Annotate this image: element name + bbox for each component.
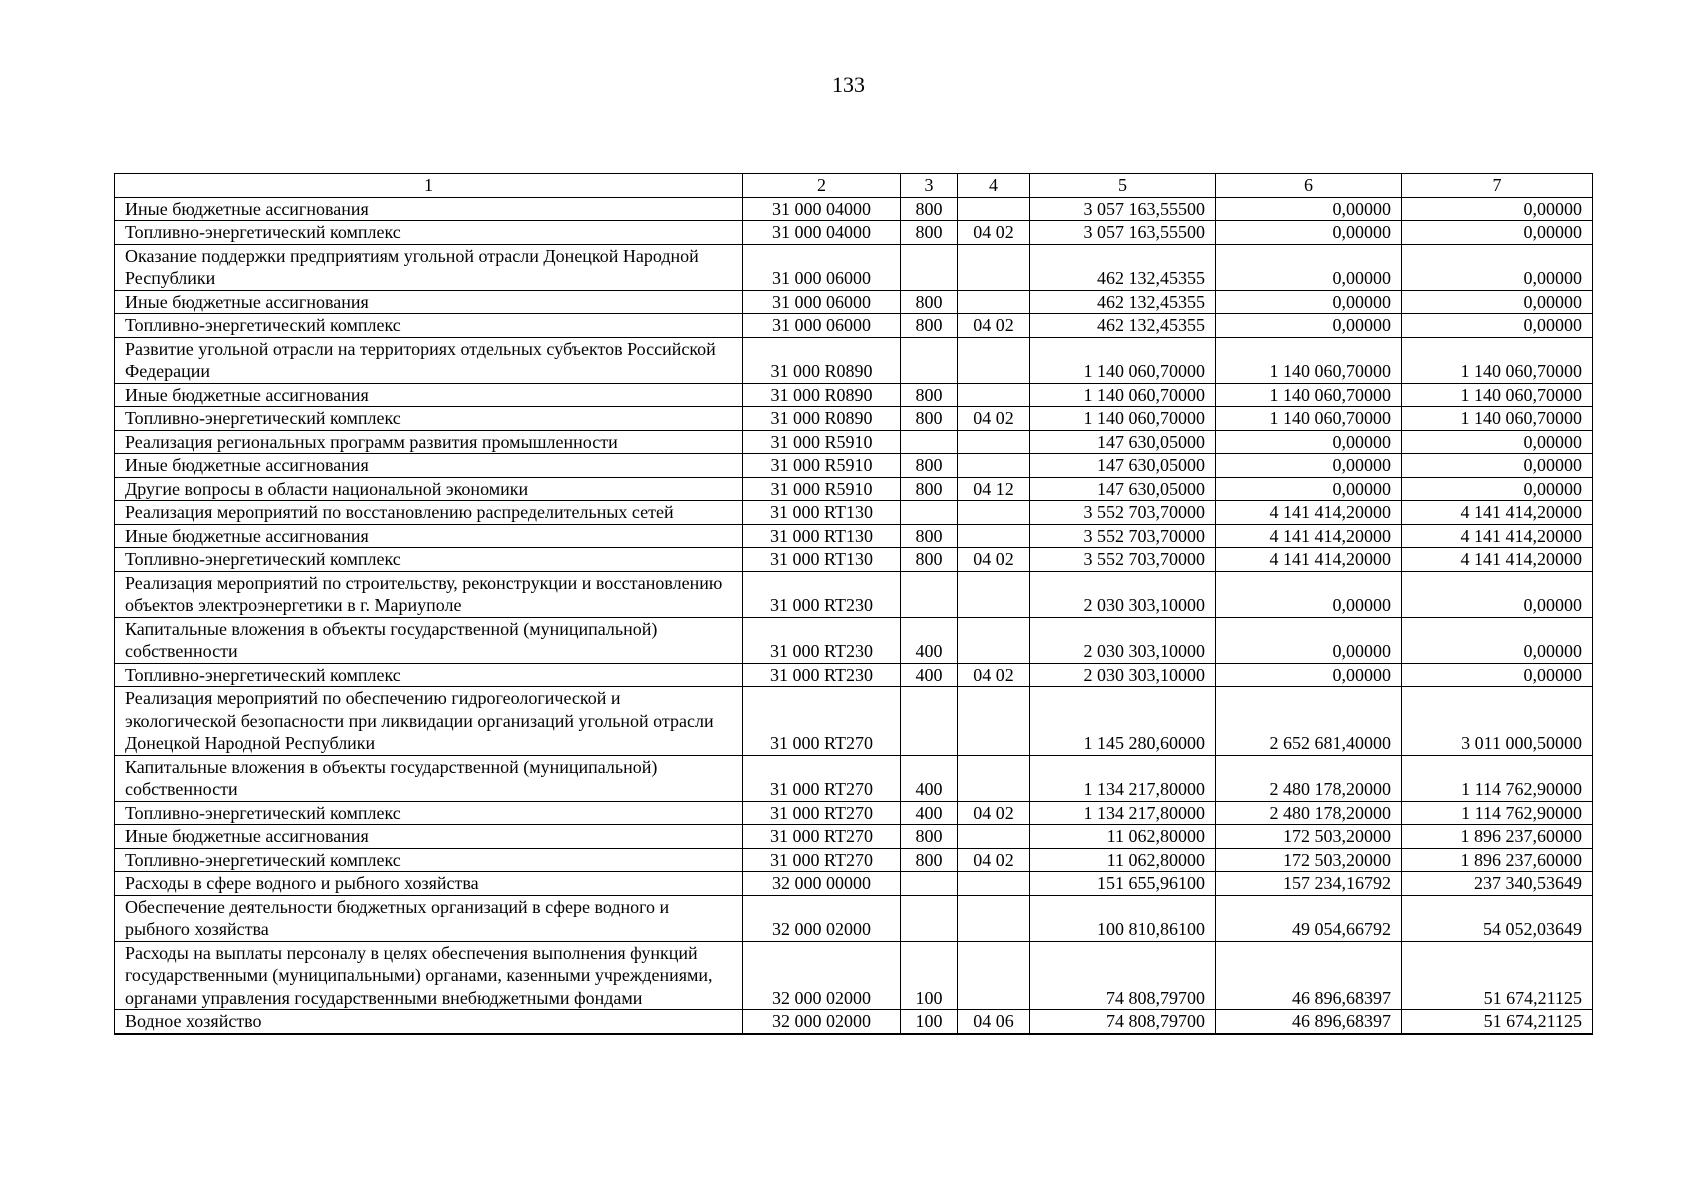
cell-section (958, 872, 1030, 896)
cell-amount-col5: 1 140 060,70000 (1030, 407, 1216, 431)
cell-amount-col5: 1 134 217,80000 (1030, 755, 1216, 801)
table-row (115, 221, 1593, 245)
cell-amount-col7: 51 674,21125 (1402, 941, 1593, 1010)
cell-amount-col6: 0,00000 (1216, 197, 1402, 221)
table-body (115, 197, 1593, 1034)
table-row (115, 755, 1593, 801)
cell-name: Иные бюджетные ассигнования (115, 825, 743, 849)
cell-section: 04 02 (958, 663, 1030, 687)
cell-target-code: 31 000 RT230 (743, 663, 901, 687)
column-header: 2 (743, 174, 901, 198)
column-header: 6 (1216, 174, 1402, 198)
cell-amount-col7: 1 140 060,70000 (1402, 407, 1593, 431)
cell-amount-col6: 2 652 681,40000 (1216, 687, 1402, 756)
cell-name: Иные бюджетные ассигнования (115, 454, 743, 478)
cell-expense-type: 800 (901, 197, 958, 221)
cell-amount-col7: 54 052,03649 (1402, 895, 1593, 941)
table-row (115, 524, 1593, 548)
cell-name: Реализация мероприятий по восстановлению распределительных сетей (115, 501, 743, 525)
cell-section (958, 454, 1030, 478)
cell-section: 04 02 (958, 848, 1030, 872)
cell-expense-type: 800 (901, 314, 958, 338)
header-row (115, 174, 1593, 198)
column-header: 1 (115, 174, 743, 198)
cell-section: 04 02 (958, 801, 1030, 825)
cell-expense-type: 400 (901, 617, 958, 663)
cell-section: 04 02 (958, 221, 1030, 245)
cell-amount-col5: 151 655,96100 (1030, 872, 1216, 896)
cell-expense-type (901, 687, 958, 756)
table-header (115, 174, 1593, 198)
cell-amount-col7: 0,00000 (1402, 430, 1593, 454)
column-header: 7 (1402, 174, 1593, 198)
cell-section (958, 571, 1030, 617)
cell-name: Реализация мероприятий по строительству, реконструкции и восстановлению объектов электроэнергетики в г. Мариуполе (115, 571, 743, 617)
cell-name: Водное хозяйство (115, 1010, 743, 1034)
cell-section (958, 197, 1030, 221)
table-row (115, 617, 1593, 663)
cell-name: Иные бюджетные ассигнования (115, 197, 743, 221)
cell-amount-col7: 51 674,21125 (1402, 1010, 1593, 1034)
column-header: 5 (1030, 174, 1216, 198)
cell-expense-type (901, 337, 958, 383)
table-row (115, 1010, 1593, 1034)
cell-target-code: 31 000 R5910 (743, 477, 901, 501)
cell-name: Топливно-энергетический комплекс (115, 548, 743, 572)
cell-name: Реализация мероприятий по обеспечению гидрогеологической и экологической безопасности при ликвидации организаций угольной отрасли Донецкой Народной Республики (115, 687, 743, 756)
cell-amount-col5: 3 552 703,70000 (1030, 524, 1216, 548)
cell-amount-col6: 0,00000 (1216, 430, 1402, 454)
cell-amount-col5: 462 132,45355 (1030, 244, 1216, 290)
cell-amount-col5: 74 808,79700 (1030, 941, 1216, 1010)
cell-amount-col6: 0,00000 (1216, 221, 1402, 245)
cell-amount-col6: 0,00000 (1216, 663, 1402, 687)
cell-amount-col6: 0,00000 (1216, 617, 1402, 663)
table-row (115, 407, 1593, 431)
cell-expense-type: 800 (901, 548, 958, 572)
cell-amount-col7: 0,00000 (1402, 617, 1593, 663)
cell-amount-col7: 0,00000 (1402, 197, 1593, 221)
cell-section: 04 06 (958, 1010, 1030, 1034)
cell-amount-col6: 157 234,16792 (1216, 872, 1402, 896)
table-row (115, 430, 1593, 454)
table-row (115, 197, 1593, 221)
cell-section (958, 941, 1030, 1010)
cell-amount-col6: 46 896,68397 (1216, 1010, 1402, 1034)
cell-name: Капитальные вложения в объекты государственной (муниципальной) собственности (115, 617, 743, 663)
cell-amount-col5: 2 030 303,10000 (1030, 617, 1216, 663)
table-row (115, 314, 1593, 338)
page-number: 133 (832, 72, 865, 97)
cell-amount-col5: 1 145 280,60000 (1030, 687, 1216, 756)
cell-amount-col7: 1 114 762,90000 (1402, 755, 1593, 801)
cell-amount-col7: 237 340,53649 (1402, 872, 1593, 896)
cell-section (958, 244, 1030, 290)
cell-name: Оказание поддержки предприятиям угольной отрасли Донецкой Народной Республики (115, 244, 743, 290)
cell-name: Обеспечение деятельности бюджетных организаций в сфере водного и рыбного хозяйства (115, 895, 743, 941)
cell-target-code: 32 000 02000 (743, 941, 901, 1010)
cell-name: Расходы в сфере водного и рыбного хозяйства (115, 872, 743, 896)
cell-amount-col5: 1 140 060,70000 (1030, 337, 1216, 383)
cell-name: Топливно-энергетический комплекс (115, 663, 743, 687)
cell-section (958, 825, 1030, 849)
cell-section (958, 430, 1030, 454)
cell-amount-col7: 1 140 060,70000 (1402, 383, 1593, 407)
cell-expense-type: 400 (901, 801, 958, 825)
cell-amount-col5: 1 134 217,80000 (1030, 801, 1216, 825)
table-row (115, 663, 1593, 687)
cell-target-code: 31 000 RT270 (743, 755, 901, 801)
cell-name: Иные бюджетные ассигнования (115, 290, 743, 314)
table-row (115, 687, 1593, 756)
cell-expense-type (901, 501, 958, 525)
cell-amount-col6: 1 140 060,70000 (1216, 337, 1402, 383)
cell-amount-col6: 0,00000 (1216, 314, 1402, 338)
cell-section: 04 02 (958, 407, 1030, 431)
cell-expense-type (901, 872, 958, 896)
cell-name: Топливно-энергетический комплекс (115, 221, 743, 245)
table-row (115, 848, 1593, 872)
cell-amount-col7: 0,00000 (1402, 663, 1593, 687)
cell-amount-col7: 0,00000 (1402, 221, 1593, 245)
cell-amount-col6: 4 141 414,20000 (1216, 501, 1402, 525)
cell-amount-col6: 0,00000 (1216, 477, 1402, 501)
cell-target-code: 31 000 06000 (743, 290, 901, 314)
cell-amount-col7: 0,00000 (1402, 454, 1593, 478)
cell-name: Иные бюджетные ассигнования (115, 383, 743, 407)
cell-amount-col5: 462 132,45355 (1030, 290, 1216, 314)
cell-name: Капитальные вложения в объекты государственной (муниципальной) собственности (115, 755, 743, 801)
table-row (115, 571, 1593, 617)
cell-amount-col5: 11 062,80000 (1030, 848, 1216, 872)
cell-target-code: 31 000 RT270 (743, 848, 901, 872)
cell-amount-col6: 0,00000 (1216, 290, 1402, 314)
cell-amount-col7: 3 011 000,50000 (1402, 687, 1593, 756)
cell-expense-type: 800 (901, 477, 958, 501)
cell-target-code: 31 000 R0890 (743, 337, 901, 383)
table-row (115, 941, 1593, 1010)
cell-amount-col6: 49 054,66792 (1216, 895, 1402, 941)
cell-name: Расходы на выплаты персоналу в целях обеспечения выполнения функций государственными (муниципальными) органами, казенными учреждениями, органами управления государственными внебюджетными фондами (115, 941, 743, 1010)
cell-target-code: 31 000 R5910 (743, 454, 901, 478)
cell-target-code: 31 000 RT230 (743, 571, 901, 617)
cell-name: Топливно-энергетический комплекс (115, 848, 743, 872)
cell-target-code: 31 000 RT230 (743, 617, 901, 663)
table-row (115, 801, 1593, 825)
cell-amount-col5: 100 810,86100 (1030, 895, 1216, 941)
cell-section (958, 337, 1030, 383)
cell-name: Иные бюджетные ассигнования (115, 524, 743, 548)
cell-expense-type: 800 (901, 290, 958, 314)
table-row (115, 454, 1593, 478)
cell-target-code: 32 000 00000 (743, 872, 901, 896)
cell-amount-col5: 3 552 703,70000 (1030, 501, 1216, 525)
cell-target-code: 31 000 R0890 (743, 407, 901, 431)
cell-amount-col6: 0,00000 (1216, 454, 1402, 478)
cell-expense-type: 800 (901, 454, 958, 478)
cell-name: Другие вопросы в области национальной экономики (115, 477, 743, 501)
cell-section: 04 02 (958, 548, 1030, 572)
cell-expense-type: 800 (901, 848, 958, 872)
cell-amount-col5: 3 552 703,70000 (1030, 548, 1216, 572)
cell-amount-col5: 3 057 163,55500 (1030, 197, 1216, 221)
cell-amount-col5: 11 062,80000 (1030, 825, 1216, 849)
cell-expense-type: 800 (901, 825, 958, 849)
cell-amount-col6: 0,00000 (1216, 244, 1402, 290)
cell-amount-col7: 0,00000 (1402, 314, 1593, 338)
table-row (115, 872, 1593, 896)
cell-amount-col7: 4 141 414,20000 (1402, 501, 1593, 525)
cell-amount-col6: 2 480 178,20000 (1216, 801, 1402, 825)
cell-amount-col6: 1 140 060,70000 (1216, 407, 1402, 431)
cell-expense-type (901, 244, 958, 290)
table-row (115, 825, 1593, 849)
cell-amount-col6: 172 503,20000 (1216, 848, 1402, 872)
cell-target-code: 31 000 R5910 (743, 430, 901, 454)
cell-amount-col6: 2 480 178,20000 (1216, 755, 1402, 801)
cell-amount-col7: 0,00000 (1402, 290, 1593, 314)
table-row (115, 244, 1593, 290)
cell-amount-col6: 4 141 414,20000 (1216, 524, 1402, 548)
cell-amount-col6: 0,00000 (1216, 571, 1402, 617)
cell-section (958, 290, 1030, 314)
cell-amount-col7: 0,00000 (1402, 571, 1593, 617)
cell-amount-col5: 147 630,05000 (1030, 454, 1216, 478)
cell-name: Топливно-энергетический комплекс (115, 407, 743, 431)
table-row (115, 337, 1593, 383)
table-row (115, 548, 1593, 572)
cell-section: 04 12 (958, 477, 1030, 501)
cell-amount-col6: 1 140 060,70000 (1216, 383, 1402, 407)
table-row (115, 290, 1593, 314)
cell-section (958, 687, 1030, 756)
cell-expense-type: 100 (901, 941, 958, 1010)
table-row (115, 895, 1593, 941)
cell-name: Топливно-энергетический комплекс (115, 314, 743, 338)
cell-section (958, 895, 1030, 941)
cell-target-code: 31 000 06000 (743, 314, 901, 338)
cell-target-code: 31 000 R0890 (743, 383, 901, 407)
column-header: 4 (958, 174, 1030, 198)
cell-amount-col5: 3 057 163,55500 (1030, 221, 1216, 245)
cell-amount-col7: 4 141 414,20000 (1402, 524, 1593, 548)
cell-amount-col5: 2 030 303,10000 (1030, 663, 1216, 687)
cell-expense-type: 400 (901, 755, 958, 801)
cell-expense-type: 800 (901, 383, 958, 407)
cell-amount-col7: 0,00000 (1402, 244, 1593, 290)
cell-amount-col5: 74 808,79700 (1030, 1010, 1216, 1034)
cell-expense-type: 800 (901, 221, 958, 245)
cell-expense-type: 400 (901, 663, 958, 687)
table-row (115, 501, 1593, 525)
cell-amount-col6: 172 503,20000 (1216, 825, 1402, 849)
cell-expense-type (901, 571, 958, 617)
cell-amount-col5: 147 630,05000 (1030, 477, 1216, 501)
cell-name: Развитие угольной отрасли на территориях отдельных субъектов Российской Федерации (115, 337, 743, 383)
budget-table (114, 173, 1593, 1035)
cell-section: 04 02 (958, 314, 1030, 338)
cell-amount-col7: 1 114 762,90000 (1402, 801, 1593, 825)
cell-section (958, 501, 1030, 525)
cell-target-code: 31 000 RT270 (743, 801, 901, 825)
cell-target-code: 31 000 RT130 (743, 524, 901, 548)
table-row (115, 477, 1593, 501)
cell-section (958, 524, 1030, 548)
cell-target-code: 31 000 04000 (743, 197, 901, 221)
cell-expense-type: 800 (901, 407, 958, 431)
cell-amount-col7: 1 896 237,60000 (1402, 848, 1593, 872)
cell-target-code: 32 000 02000 (743, 895, 901, 941)
cell-target-code: 31 000 RT270 (743, 825, 901, 849)
table-row (115, 383, 1593, 407)
cell-amount-col5: 2 030 303,10000 (1030, 571, 1216, 617)
cell-target-code: 32 000 02000 (743, 1010, 901, 1034)
cell-target-code: 31 000 RT270 (743, 687, 901, 756)
cell-name: Топливно-энергетический комплекс (115, 801, 743, 825)
cell-expense-type (901, 895, 958, 941)
cell-target-code: 31 000 RT130 (743, 548, 901, 572)
cell-amount-col7: 4 141 414,20000 (1402, 548, 1593, 572)
cell-expense-type (901, 430, 958, 454)
cell-expense-type: 100 (901, 1010, 958, 1034)
cell-amount-col5: 1 140 060,70000 (1030, 383, 1216, 407)
cell-amount-col5: 147 630,05000 (1030, 430, 1216, 454)
cell-amount-col6: 46 896,68397 (1216, 941, 1402, 1010)
cell-expense-type: 800 (901, 524, 958, 548)
cell-target-code: 31 000 06000 (743, 244, 901, 290)
cell-target-code: 31 000 04000 (743, 221, 901, 245)
cell-section (958, 617, 1030, 663)
cell-amount-col7: 0,00000 (1402, 477, 1593, 501)
cell-name: Реализация региональных программ развития промышленности (115, 430, 743, 454)
cell-amount-col5: 462 132,45355 (1030, 314, 1216, 338)
cell-amount-col6: 4 141 414,20000 (1216, 548, 1402, 572)
column-header: 3 (901, 174, 958, 198)
cell-amount-col7: 1 140 060,70000 (1402, 337, 1593, 383)
cell-target-code: 31 000 RT130 (743, 501, 901, 525)
cell-section (958, 755, 1030, 801)
cell-amount-col7: 1 896 237,60000 (1402, 825, 1593, 849)
cell-section (958, 383, 1030, 407)
